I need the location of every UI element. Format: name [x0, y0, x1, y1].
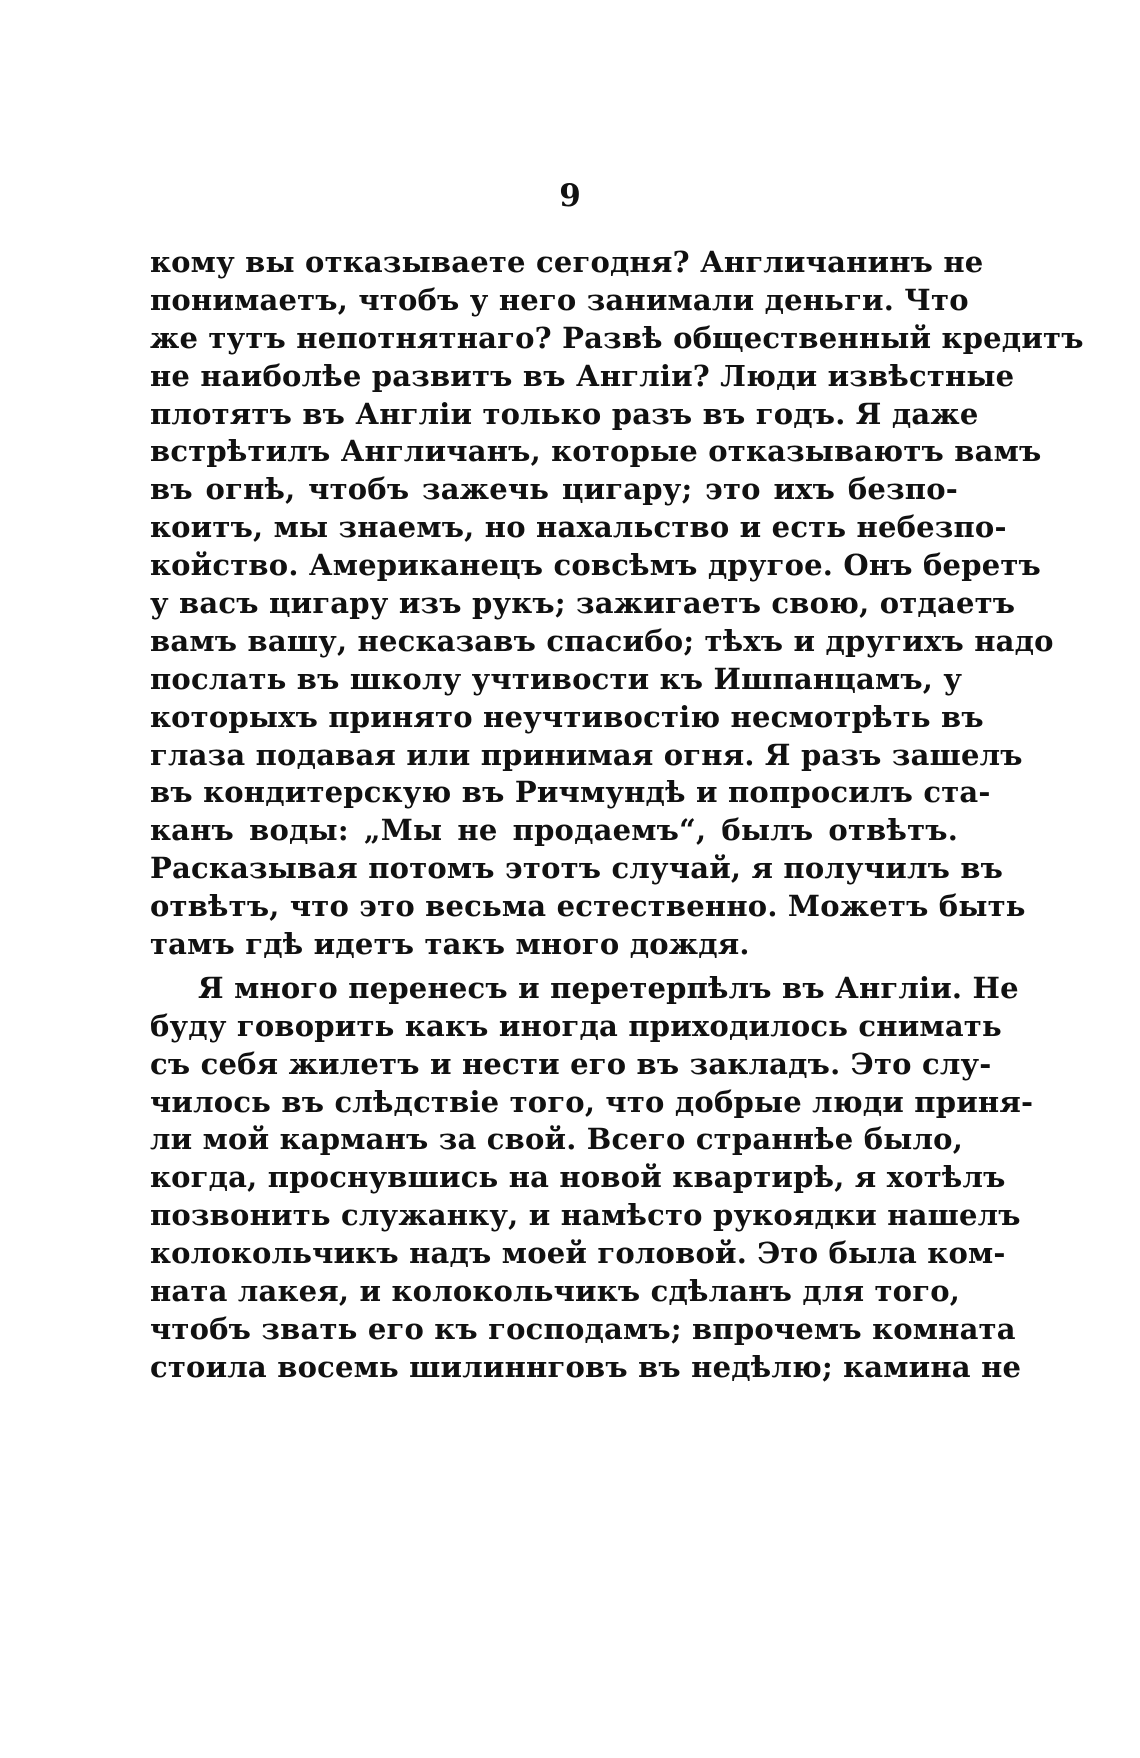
text-line: вамъ вашу, несказавъ спасибо; тѣхъ и другихъ надо — [150, 623, 1054, 658]
text-line: ната лакея, и колокольчикъ сдѣланъ для того, — [150, 1274, 961, 1309]
text-line: позвонить служанку, и намѣсто рукоядки нашелъ — [150, 1198, 1021, 1233]
text-line: ли мой карманъ за свой. Всего страннѣе было, — [150, 1122, 964, 1157]
text-line: кому вы отказываете сегодня? Англичанинъ не — [150, 245, 984, 279]
body-text — [150, 244, 1084, 1387]
text-line: канъ воды: „Мы не продаемъ“, былъ отвѣтъ. — [150, 813, 958, 848]
text-line: Я много перенесъ и перетерпѣлъ въ Англіи. Не — [198, 970, 1019, 1005]
text-line: въ кондитерскую въ Ричмундѣ и попросилъ ста- — [150, 775, 991, 810]
text-line: Расказывая потомъ этотъ случай, я получилъ въ — [150, 851, 1004, 886]
text-line: понимаетъ, чтобъ у него занимали деньги. Что — [150, 282, 969, 317]
text-line: съ себя жилетъ и нести его въ закладъ. Это слу- — [150, 1046, 992, 1081]
text-line: у васъ цигару изъ рукъ; зажигаетъ свою, отдаетъ — [150, 586, 1016, 621]
text-line: коитъ, мы знаемъ, но нахальство и есть небезпо- — [150, 510, 1007, 545]
text-line: послать въ школу учтивости къ Ишпанцамъ, у — [150, 661, 963, 696]
text-line: койство. Американецъ совсѣмъ другое. Онъ беретъ — [150, 548, 1041, 583]
text-line: колокольчикъ надъ моей головой. Это была ком- — [150, 1236, 1006, 1271]
text-line: чилось въ слѣдствіе того, что добрые люди приня- — [150, 1084, 1034, 1119]
text-line: буду говорить какъ иногда приходилось снимать — [150, 1008, 1002, 1043]
text-line: отвѣтъ, что это весьма естественно. Можетъ быть — [150, 889, 1026, 924]
text-line: когда, проснувшись на новой квартирѣ, я хотѣлъ — [150, 1160, 1006, 1195]
text-line: глаза подавая или принимая огня. Я разъ зашелъ — [150, 737, 1023, 772]
text-line: стоила восемь шилиннговъ въ недѣлю; камина не — [150, 1349, 1022, 1384]
text-line: въ огнѣ, чтобъ зажечь цигару; это ихъ безпо- — [150, 472, 958, 507]
text-line: плотятъ въ Англіи только разъ въ годъ. Я даже — [150, 396, 979, 431]
page-number: 9 — [559, 178, 581, 214]
text-line: встрѣтилъ Англичанъ, которые отказываютъ вамъ — [150, 434, 1042, 469]
text-line: не наиболѣе развитъ въ Англіи? Люди извѣстные — [150, 358, 1015, 393]
paragraph — [150, 244, 1084, 964]
text-line: тамъ гдѣ идетъ такъ много дождя. — [150, 927, 750, 962]
paragraph — [150, 970, 1034, 1387]
text-line: же тутъ непотнятнаго? Развѣ общественный кредитъ — [150, 320, 1084, 355]
text-line: чтобъ звать его къ господамъ; впрочемъ комната — [150, 1311, 1016, 1346]
text-line: которыхъ принято неучтивостію несмотрѣть въ — [150, 699, 984, 734]
